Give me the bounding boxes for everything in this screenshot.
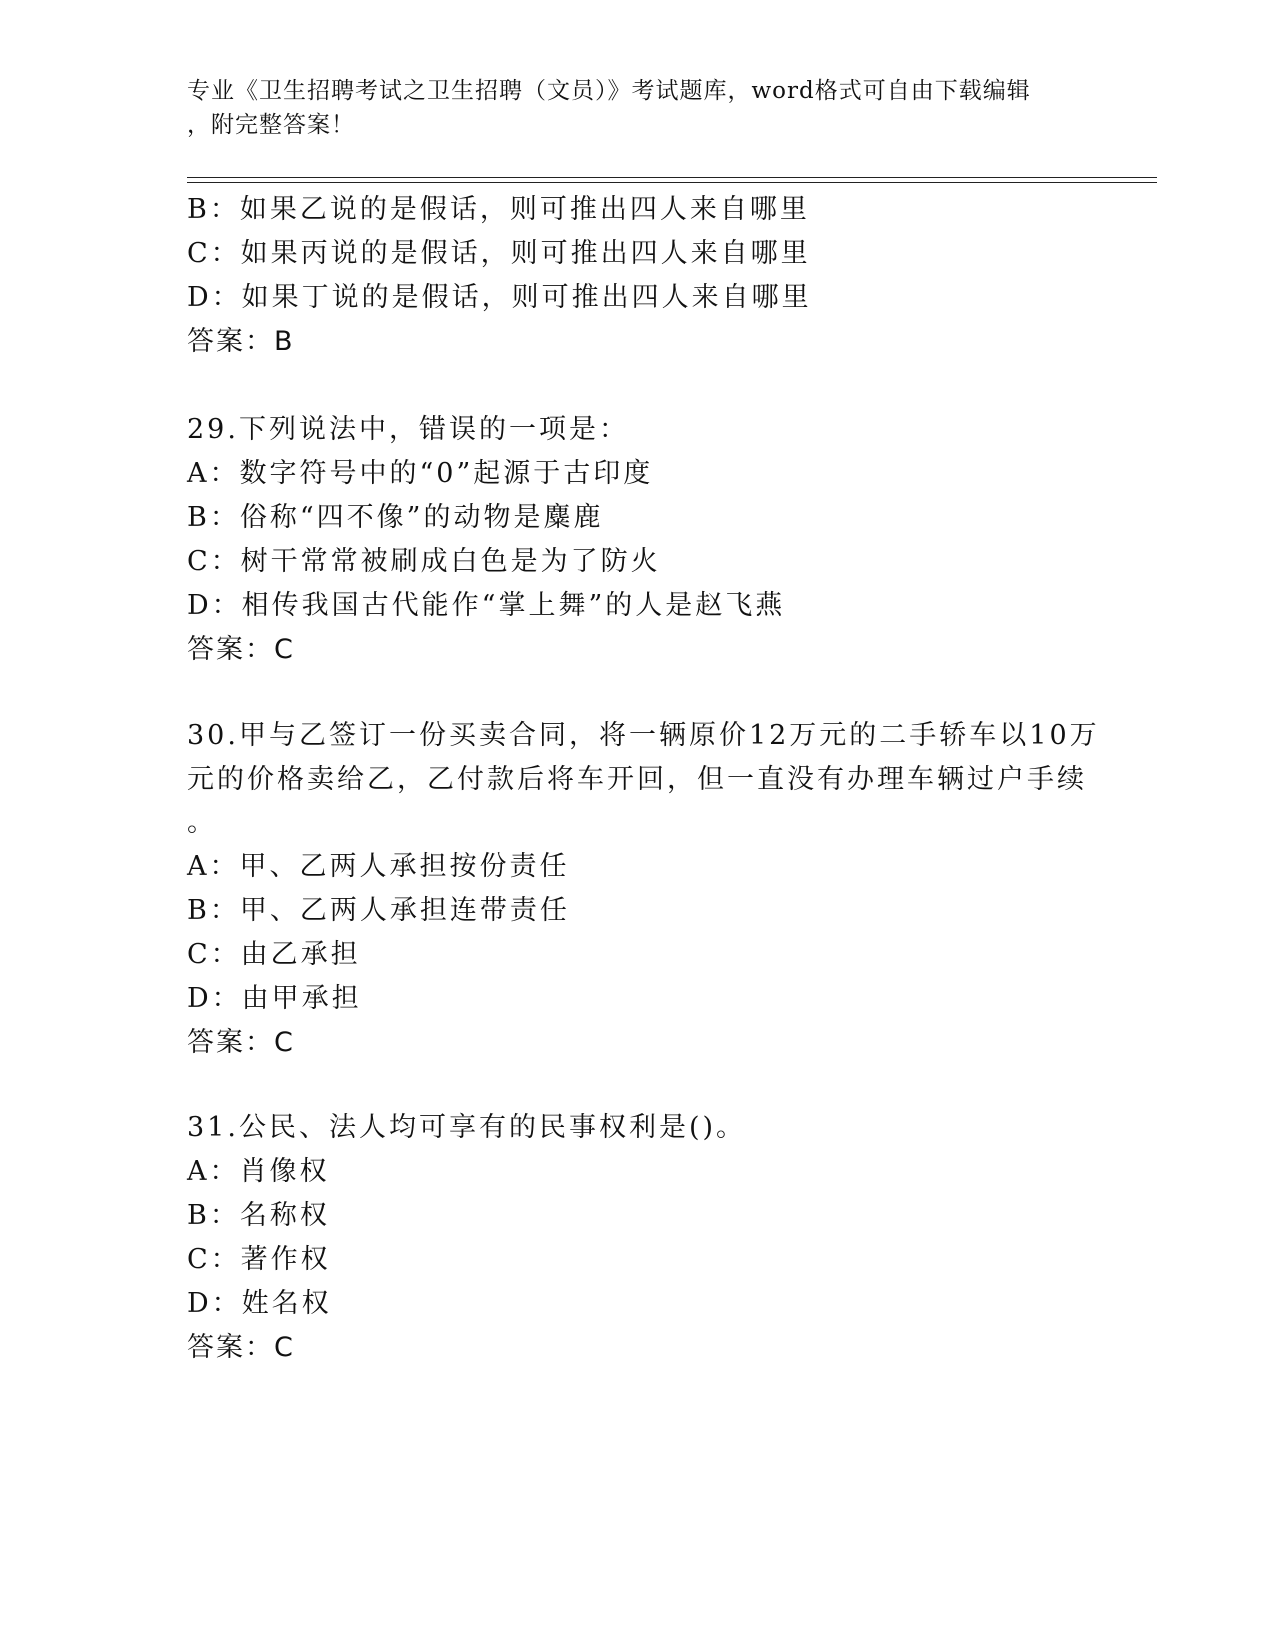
q30-option-a: A：甲、乙两人承担按份责任 [187, 851, 570, 882]
q30-answer: 答案：C [187, 1027, 295, 1058]
q29-option-c: C：树干常常被刷成白色是为了防火 [187, 546, 661, 577]
q30-stem-line-2: 元的价格卖给乙，乙付款后将车开回，但一直没有办理车辆过户手续 [187, 764, 1087, 795]
q31-answer: 答案：C [187, 1332, 295, 1363]
header-text-line-1: 专业《卫生招聘考试之卫生招聘（文员）》考试题库，word格式可自由下载编辑 [187, 78, 1031, 104]
q31-option-b: B：名称权 [187, 1200, 330, 1231]
q29-stem: 29.下列说法中，错误的一项是： [187, 414, 629, 445]
header-text-line-2: ，附完整答案！ [187, 112, 355, 138]
q28-option-c: C：如果丙说的是假话，则可推出四人来自哪里 [187, 238, 811, 269]
q28-option-b: B：如果乙说的是假话，则可推出四人来自哪里 [187, 194, 810, 225]
q30-option-d: D：由甲承担 [187, 983, 362, 1014]
q29-option-d: D：相传我国古代能作“掌上舞”的人是赵飞燕 [187, 590, 786, 621]
q28-answer: 答案：B [187, 326, 295, 357]
q31-option-d: D：姓名权 [187, 1288, 332, 1319]
q31-option-c: C：著作权 [187, 1244, 331, 1275]
q30-option-c: C：由乙承担 [187, 939, 361, 970]
q30-stem-line-1: 30.甲与乙签订一份买卖合同，将一辆原价12万元的二手轿车以10万 [187, 720, 1100, 751]
q31-stem: 31.公民、法人均可享有的民事权利是()。 [187, 1112, 747, 1143]
q29-option-a: A：数字符号中的“0”起源于古印度 [187, 458, 654, 489]
q30-stem-line-3: 。 [187, 807, 217, 838]
q28-option-d: D：如果丁说的是假话，则可推出四人来自哪里 [187, 282, 812, 313]
q30-option-b: B：甲、乙两人承担连带责任 [187, 895, 570, 926]
document-header [187, 74, 1077, 142]
header-divider-top [187, 177, 1157, 178]
q29-option-b: B：俗称“四不像”的动物是麋鹿 [187, 502, 604, 533]
q29-answer: 答案：C [187, 634, 295, 665]
q31-option-a: A：肖像权 [187, 1156, 330, 1187]
header-divider-bottom [187, 182, 1157, 183]
